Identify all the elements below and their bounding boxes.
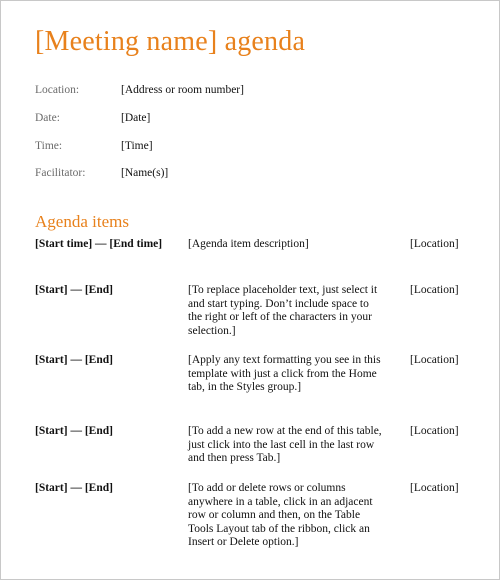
agenda-item-location[interactable]: [Location] — [410, 354, 459, 366]
agenda-item-location[interactable]: [Location] — [410, 238, 459, 250]
agenda-item-description[interactable]: [Apply any text formatting you see in this template with just a click from the Home tab, in the Styles group.] — [188, 354, 381, 393]
agenda-item-description[interactable]: [To add a new row at the end of this table, just click into the last cell in the last row and then press Tab.] — [188, 425, 382, 464]
agenda-item-location[interactable]: [Location] — [410, 482, 459, 494]
date-value[interactable]: [Date] — [121, 112, 151, 124]
agenda-item-time[interactable]: [Start time] — [End time] — [35, 238, 163, 250]
agenda-item-description[interactable]: [To replace placeholder text, just select it and start typing. Don’t include space to the right or left of the characters in your selection.] — [188, 284, 378, 337]
time-value[interactable]: [Time] — [121, 140, 153, 152]
facilitator-value[interactable]: [Name(s)] — [121, 167, 169, 179]
location-label: Location: — [35, 84, 80, 96]
agenda-item-location[interactable]: [Location] — [410, 425, 459, 437]
agenda-item-time[interactable]: [Start] — [End] — [35, 354, 113, 366]
agenda-item-time[interactable]: [Start] — [End] — [35, 284, 113, 296]
agenda-item-time[interactable]: [Start] — [End] — [35, 482, 113, 494]
agenda-items-heading: Agenda items — [35, 212, 129, 231]
agenda-item-location[interactable]: [Location] — [410, 284, 459, 296]
agenda-item-time[interactable]: [Start] — [End] — [35, 425, 113, 437]
agenda-item-description[interactable]: [Agenda item description] — [188, 238, 309, 250]
page-title[interactable]: [Meeting name] agenda — [35, 26, 306, 57]
facilitator-label: Facilitator: — [35, 167, 86, 179]
location-value[interactable]: [Address or room number] — [121, 84, 244, 96]
date-label: Date: — [35, 112, 60, 124]
agenda-item-description[interactable]: [To add or delete rows or columns anywhere in a table, click in an adjacent row or column and then, on the Table Tools Layout tab of the ribbon, click an Insert or Delete option.] — [188, 482, 373, 548]
time-label: Time: — [35, 140, 63, 152]
